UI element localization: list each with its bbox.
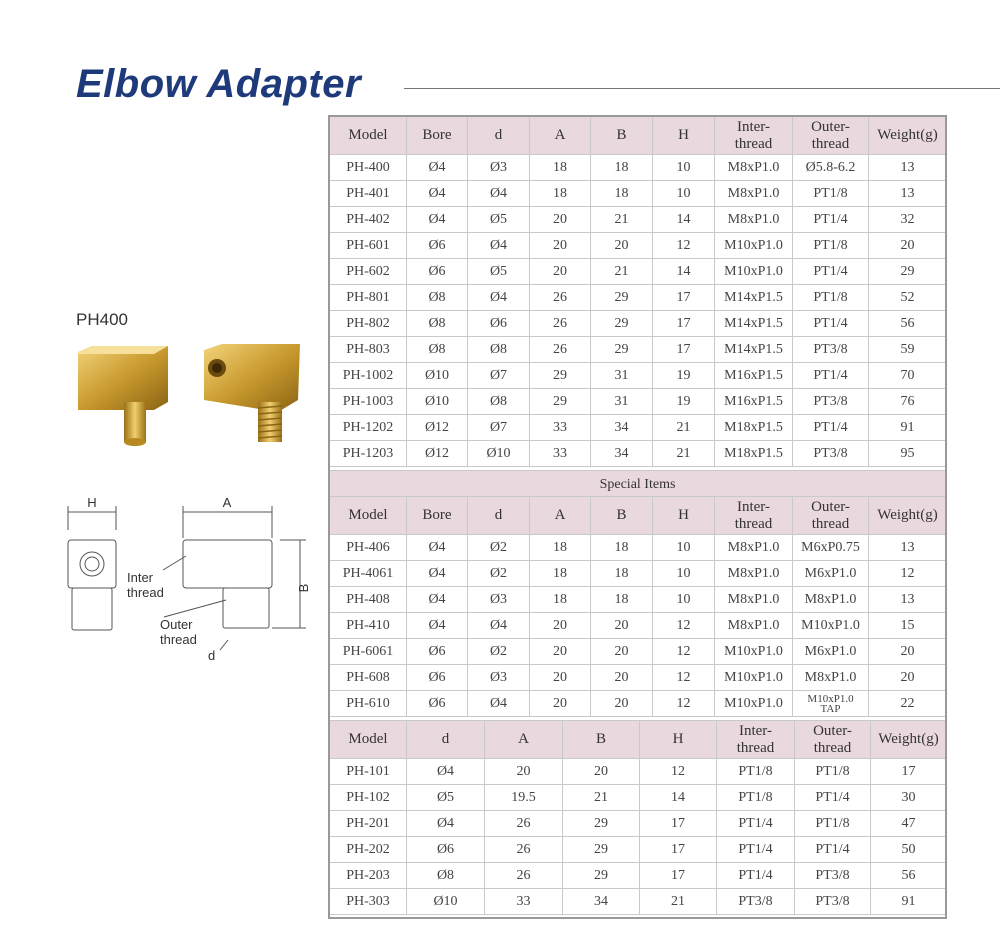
product-photos xyxy=(72,340,312,450)
table-cell: M8xP1.0 xyxy=(715,181,793,207)
table-cell: 21 xyxy=(640,889,717,915)
table-cell: M10xP1.0 xyxy=(715,259,793,285)
table-cell: 21 xyxy=(653,441,715,467)
table-cell: 10 xyxy=(653,561,715,587)
table-cell: Ø6 xyxy=(407,259,468,285)
table-cell: PH-410 xyxy=(330,613,407,639)
table-cell: PT1/8 xyxy=(793,181,869,207)
table-cell: PT1/8 xyxy=(795,759,871,785)
table-cell: M14xP1.5 xyxy=(715,337,793,363)
table-cell: M6xP1.0 xyxy=(793,639,869,665)
table-cell: 20 xyxy=(591,639,653,665)
column-header: Outer- thread xyxy=(793,497,869,535)
table-cell: PH-201 xyxy=(330,811,407,837)
dim-h-label: H xyxy=(87,495,97,510)
table-cell: 18 xyxy=(530,155,591,181)
table-cell: 12 xyxy=(653,233,715,259)
table-cell: PH-802 xyxy=(330,311,407,337)
table-cell: 26 xyxy=(530,311,591,337)
table-cell: 18 xyxy=(591,535,653,561)
table-cell: 26 xyxy=(530,337,591,363)
table-cell: M10xP1.0 xyxy=(793,613,869,639)
table-cell: PH-102 xyxy=(330,785,407,811)
table-cell: 33 xyxy=(485,889,563,915)
table-row xyxy=(330,785,947,811)
table-cell: 70 xyxy=(869,363,947,389)
table-cell: 59 xyxy=(869,337,947,363)
table-cell: 12 xyxy=(653,613,715,639)
table-cell: 95 xyxy=(869,441,947,467)
table-cell: PH-602 xyxy=(330,259,407,285)
table-cell: 34 xyxy=(591,415,653,441)
table-cell: 56 xyxy=(869,311,947,337)
table-header-row xyxy=(330,497,947,535)
table-cell: 13 xyxy=(869,155,947,181)
table-cell: M10xP1.0 xyxy=(715,639,793,665)
table-cell: 20 xyxy=(530,665,591,691)
side-view xyxy=(68,506,116,630)
table-cell: 20 xyxy=(591,613,653,639)
dim-a-label: A xyxy=(222,495,232,510)
table-cell: PT1/4 xyxy=(793,363,869,389)
dimension-diagram xyxy=(58,490,318,670)
table-cell: 18 xyxy=(591,587,653,613)
table-cell: 20 xyxy=(869,665,947,691)
table-cell: M8xP1.0 xyxy=(715,587,793,613)
column-header: B xyxy=(591,117,653,155)
table-cell: 76 xyxy=(869,389,947,415)
column-header: B xyxy=(563,721,640,759)
table-cell: 18 xyxy=(530,535,591,561)
table-row xyxy=(330,441,947,467)
table-row xyxy=(330,363,947,389)
elbow-photo-angled xyxy=(204,344,300,442)
table-cell: PT1/4 xyxy=(795,785,871,811)
table-cell: 29 xyxy=(530,389,591,415)
table-cell: M16xP1.5 xyxy=(715,389,793,415)
table-cell: 26 xyxy=(485,811,563,837)
table-cell: Ø12 xyxy=(407,415,468,441)
table-row xyxy=(330,863,947,889)
table-cell: PH-408 xyxy=(330,587,407,613)
table-cell: PT1/8 xyxy=(793,233,869,259)
table-cell: 20 xyxy=(869,233,947,259)
table-cell: Ø4 xyxy=(407,561,468,587)
table-cell: Ø2 xyxy=(468,561,530,587)
table-row xyxy=(330,311,947,337)
table-cell: 56 xyxy=(871,863,947,889)
table-cell: PH-202 xyxy=(330,837,407,863)
table-cell: 17 xyxy=(871,759,947,785)
table-cell: M6xP1.0 xyxy=(793,561,869,587)
table-cell: PT1/4 xyxy=(793,311,869,337)
table-cell: 10 xyxy=(653,181,715,207)
table-cell: Ø4 xyxy=(407,811,485,837)
column-header: Model xyxy=(330,721,407,759)
table-cell: PH-4061 xyxy=(330,561,407,587)
table-cell: Ø5.8-6.2 xyxy=(793,155,869,181)
table-cell: PT3/8 xyxy=(795,889,871,915)
table-cell: M18xP1.5 xyxy=(715,441,793,467)
table-cell: 12 xyxy=(653,665,715,691)
column-header: B xyxy=(591,497,653,535)
table-cell: PH-1203 xyxy=(330,441,407,467)
table-cell: Ø8 xyxy=(468,337,530,363)
table-cell: PT1/4 xyxy=(795,837,871,863)
inter-thread-label-2: thread xyxy=(127,585,164,600)
table-cell: M10xP1.0 TAP xyxy=(793,691,869,717)
table-header-row xyxy=(330,117,947,155)
table-cell: 21 xyxy=(591,207,653,233)
table-cell: PT1/4 xyxy=(717,811,795,837)
table-cell: PH-1202 xyxy=(330,415,407,441)
table-cell: 34 xyxy=(591,441,653,467)
table-cell: 31 xyxy=(591,363,653,389)
column-header: H xyxy=(653,117,715,155)
table-cell: Ø4 xyxy=(407,759,485,785)
column-header: Outer- thread xyxy=(795,721,871,759)
table-cell: M14xP1.5 xyxy=(715,285,793,311)
table-cell: 10 xyxy=(653,587,715,613)
table-row xyxy=(330,889,947,915)
column-header: Inter- thread xyxy=(717,721,795,759)
table-cell: 19 xyxy=(653,389,715,415)
table-cell: M10xP1.0 xyxy=(715,691,793,717)
table-cell: Ø4 xyxy=(468,613,530,639)
table-cell: 17 xyxy=(653,311,715,337)
table-cell: Ø4 xyxy=(407,155,468,181)
table-cell: 31 xyxy=(591,389,653,415)
title-divider xyxy=(404,88,1000,89)
table-cell: Ø8 xyxy=(407,285,468,311)
table-row xyxy=(330,285,947,311)
model-label: PH400 xyxy=(76,310,128,329)
table-cell: 21 xyxy=(563,785,640,811)
table-cell: 18 xyxy=(591,561,653,587)
table-row xyxy=(330,337,947,363)
table-cell: 20 xyxy=(563,759,640,785)
table-row xyxy=(330,837,947,863)
table-cell: Ø8 xyxy=(407,337,468,363)
table-cell: 20 xyxy=(530,207,591,233)
table-cell: 20 xyxy=(591,233,653,259)
table-cell: PH-406 xyxy=(330,535,407,561)
table-cell: Ø10 xyxy=(407,889,485,915)
table-cell: 18 xyxy=(530,561,591,587)
table-cell: PT1/4 xyxy=(793,207,869,233)
table-cell: PT1/8 xyxy=(793,285,869,311)
table-cell: 20 xyxy=(591,665,653,691)
table-cell: 26 xyxy=(485,837,563,863)
table-cell: 20 xyxy=(530,613,591,639)
table-cell: PT1/4 xyxy=(717,863,795,889)
table-cell: 15 xyxy=(869,613,947,639)
table-cell: 20 xyxy=(530,639,591,665)
table-cell: Ø4 xyxy=(407,613,468,639)
table-cell: 12 xyxy=(869,561,947,587)
table-cell: PT1/8 xyxy=(795,811,871,837)
table-cell: 14 xyxy=(653,207,715,233)
table-cell: PT3/8 xyxy=(793,337,869,363)
table-row xyxy=(330,561,947,587)
table-row xyxy=(330,207,947,233)
table-cell: Ø4 xyxy=(468,691,530,717)
table-cell: M8xP1.0 xyxy=(715,613,793,639)
table-cell: Ø4 xyxy=(468,233,530,259)
table-cell: 29 xyxy=(530,363,591,389)
table-cell: 29 xyxy=(591,337,653,363)
column-header: Inter- thread xyxy=(715,497,793,535)
table-cell: Ø4 xyxy=(407,535,468,561)
table-cell: 30 xyxy=(871,785,947,811)
table-cell: 34 xyxy=(563,889,640,915)
table-cell: Ø7 xyxy=(468,415,530,441)
table-header-row xyxy=(330,721,947,759)
table-cell: 52 xyxy=(869,285,947,311)
table-cell: Ø10 xyxy=(468,441,530,467)
table-cell: 20 xyxy=(869,639,947,665)
table-row xyxy=(330,415,947,441)
table-cell: PH-203 xyxy=(330,863,407,889)
column-header: A xyxy=(530,497,591,535)
table-row xyxy=(330,639,947,665)
table-cell: 18 xyxy=(530,181,591,207)
table-cell: 29 xyxy=(563,863,640,889)
column-header: d xyxy=(468,117,530,155)
table-cell: 12 xyxy=(640,759,717,785)
table-row xyxy=(330,259,947,285)
table-row xyxy=(330,691,947,717)
table-cell: PT1/4 xyxy=(717,837,795,863)
table-cell: 22 xyxy=(869,691,947,717)
table-cell: Ø6 xyxy=(407,665,468,691)
table-cell: Ø6 xyxy=(407,691,468,717)
table-cell: PH-303 xyxy=(330,889,407,915)
column-header: H xyxy=(640,721,717,759)
table-cell: M8xP1.0 xyxy=(793,665,869,691)
table-cell: 33 xyxy=(530,441,591,467)
column-header: d xyxy=(407,721,485,759)
dim-b-label: B xyxy=(296,583,311,593)
table-cell: Ø6 xyxy=(407,837,485,863)
spec-table-special xyxy=(329,496,947,717)
table-cell: PH-1003 xyxy=(330,389,407,415)
inter-thread-label-1: Inter xyxy=(127,570,154,585)
table-cell: Ø10 xyxy=(407,389,468,415)
table-cell: 20 xyxy=(485,759,563,785)
column-header: Model xyxy=(330,497,407,535)
table-cell: PT1/8 xyxy=(717,785,795,811)
table-cell: Ø6 xyxy=(468,311,530,337)
table-cell: PH-6061 xyxy=(330,639,407,665)
table-cell: 29 xyxy=(869,259,947,285)
table-cell: M10xP1.0 xyxy=(715,233,793,259)
column-header: Inter- thread xyxy=(715,117,793,155)
column-header: Bore xyxy=(407,497,468,535)
table-cell: Ø4 xyxy=(407,181,468,207)
table-cell: 20 xyxy=(591,691,653,717)
spec-table-pt xyxy=(329,720,947,915)
table-cell: 32 xyxy=(869,207,947,233)
table-row xyxy=(330,613,947,639)
column-header: d xyxy=(468,497,530,535)
table-cell: Ø12 xyxy=(407,441,468,467)
spec-table-standard xyxy=(329,116,947,467)
table-cell: Ø2 xyxy=(468,535,530,561)
table-row xyxy=(330,811,947,837)
table-cell: 12 xyxy=(653,691,715,717)
table-cell: Ø10 xyxy=(407,363,468,389)
table-cell: Ø4 xyxy=(407,587,468,613)
table-cell: M14xP1.5 xyxy=(715,311,793,337)
table-row xyxy=(330,181,947,207)
table-cell: Ø4 xyxy=(407,207,468,233)
table-cell: 18 xyxy=(530,587,591,613)
table-cell: M8xP1.0 xyxy=(715,155,793,181)
table-cell: PT3/8 xyxy=(795,863,871,889)
table-cell: PT1/8 xyxy=(717,759,795,785)
table-cell: 21 xyxy=(591,259,653,285)
table-cell: Ø8 xyxy=(407,311,468,337)
table-cell: Ø4 xyxy=(468,181,530,207)
column-header: Weight(g) xyxy=(869,117,947,155)
outer-thread-label-1: Outer xyxy=(160,617,193,632)
special-items-label: Special Items xyxy=(330,471,946,498)
column-header: Weight(g) xyxy=(871,721,947,759)
table-cell: 18 xyxy=(591,155,653,181)
table-cell: 19.5 xyxy=(485,785,563,811)
table-cell: Ø8 xyxy=(407,863,485,889)
table-cell: 14 xyxy=(640,785,717,811)
table-cell: PH-1002 xyxy=(330,363,407,389)
table-cell: PH-601 xyxy=(330,233,407,259)
table-cell: Ø8 xyxy=(468,389,530,415)
table-cell: 13 xyxy=(869,181,947,207)
table-cell: 17 xyxy=(640,811,717,837)
table-cell: PH-610 xyxy=(330,691,407,717)
column-header: Weight(g) xyxy=(869,497,947,535)
table-cell: 33 xyxy=(530,415,591,441)
table-cell: 29 xyxy=(591,285,653,311)
table-cell: PT1/4 xyxy=(793,415,869,441)
table-cell: Ø2 xyxy=(468,639,530,665)
table-cell: M6xP0.75 xyxy=(793,535,869,561)
table-cell: M8xP1.0 xyxy=(793,587,869,613)
table-cell: PT3/8 xyxy=(793,389,869,415)
column-header: Outer- thread xyxy=(793,117,869,155)
table-cell: 29 xyxy=(591,311,653,337)
table-cell: Ø7 xyxy=(468,363,530,389)
table-cell: M16xP1.5 xyxy=(715,363,793,389)
table-cell: M10xP1.0 xyxy=(715,665,793,691)
table-cell: 10 xyxy=(653,535,715,561)
table-cell: M8xP1.0 xyxy=(715,207,793,233)
table-cell: Ø3 xyxy=(468,665,530,691)
table-cell: PH-402 xyxy=(330,207,407,233)
table-cell: Ø3 xyxy=(468,155,530,181)
table-row xyxy=(330,759,947,785)
table-cell: 20 xyxy=(530,259,591,285)
column-header: Model xyxy=(330,117,407,155)
table-cell: PH-608 xyxy=(330,665,407,691)
dim-d-label: d xyxy=(208,648,216,663)
table-cell: 29 xyxy=(563,811,640,837)
table-cell: 12 xyxy=(653,639,715,665)
column-header: A xyxy=(530,117,591,155)
table-cell: 91 xyxy=(871,889,947,915)
table-cell: 17 xyxy=(653,285,715,311)
table-row xyxy=(330,155,947,181)
table-cell: 20 xyxy=(530,691,591,717)
table-cell: 26 xyxy=(485,863,563,889)
table-cell: 50 xyxy=(871,837,947,863)
table-cell: M8xP1.0 xyxy=(715,561,793,587)
table-cell: 29 xyxy=(563,837,640,863)
outer-thread-label-2: thread xyxy=(160,632,197,647)
table-cell: PT3/8 xyxy=(793,441,869,467)
elbow-photo-front xyxy=(78,346,168,446)
table-cell: Ø5 xyxy=(407,785,485,811)
table-cell: 26 xyxy=(530,285,591,311)
table-cell: Ø6 xyxy=(407,639,468,665)
table-cell: Ø6 xyxy=(407,233,468,259)
table-cell: 91 xyxy=(869,415,947,441)
table-cell: 17 xyxy=(640,837,717,863)
table-cell: 13 xyxy=(869,535,947,561)
table-cell: 13 xyxy=(869,587,947,613)
table-cell: 47 xyxy=(871,811,947,837)
table-cell: Ø5 xyxy=(468,207,530,233)
table-row xyxy=(330,535,947,561)
table-cell: 21 xyxy=(653,415,715,441)
table-cell: 17 xyxy=(653,337,715,363)
table-cell: PH-101 xyxy=(330,759,407,785)
table-cell: 20 xyxy=(530,233,591,259)
table-row xyxy=(330,665,947,691)
table-cell: 18 xyxy=(591,181,653,207)
table-row xyxy=(330,587,947,613)
table-cell: PT1/4 xyxy=(793,259,869,285)
table-cell: PH-801 xyxy=(330,285,407,311)
column-header: Bore xyxy=(407,117,468,155)
table-cell: 19 xyxy=(653,363,715,389)
table-cell: M18xP1.5 xyxy=(715,415,793,441)
page-title: Elbow Adapter xyxy=(76,62,362,106)
table-row xyxy=(330,233,947,259)
column-header: H xyxy=(653,497,715,535)
table-cell: Ø4 xyxy=(468,285,530,311)
table-cell: Ø5 xyxy=(468,259,530,285)
table-cell: 14 xyxy=(653,259,715,285)
table-cell: 17 xyxy=(640,863,717,889)
table-cell: PH-400 xyxy=(330,155,407,181)
table-row xyxy=(330,389,947,415)
table-cell: PT3/8 xyxy=(717,889,795,915)
special-items-banner xyxy=(329,470,946,498)
column-header: A xyxy=(485,721,563,759)
table-cell: Ø3 xyxy=(468,587,530,613)
table-cell: PH-803 xyxy=(330,337,407,363)
table-cell: 10 xyxy=(653,155,715,181)
table-cell: PH-401 xyxy=(330,181,407,207)
table-cell: M8xP1.0 xyxy=(715,535,793,561)
